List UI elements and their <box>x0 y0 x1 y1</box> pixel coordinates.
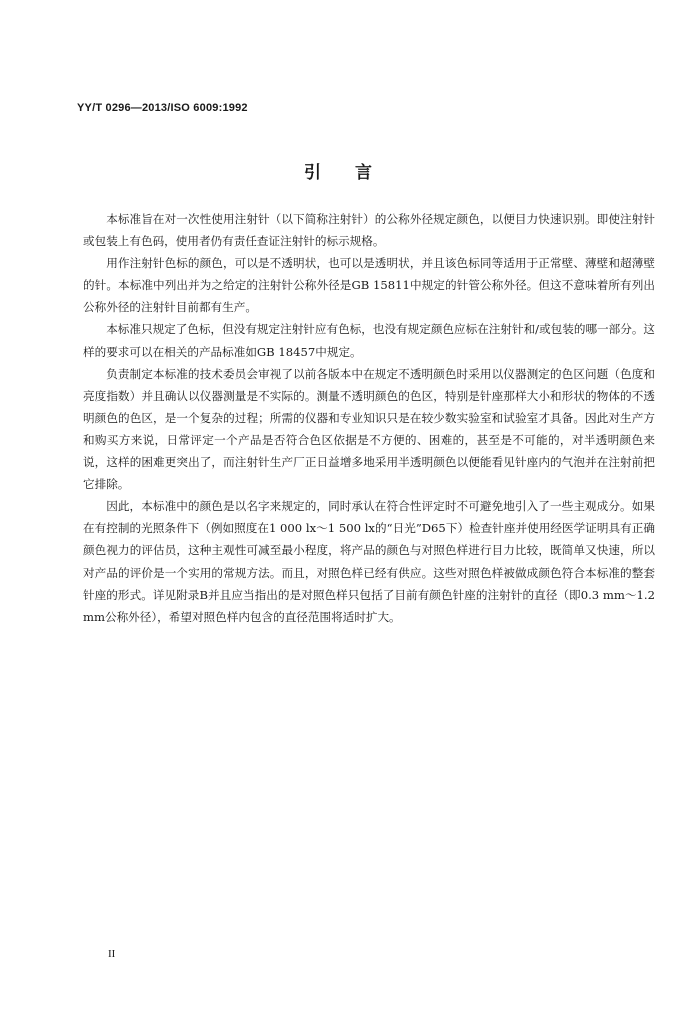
introduction-body <box>83 208 655 628</box>
paragraph: 负责制定本标准的技术委员会审视了以前各版本中在规定不透明颜色时采用以仪器测定的色区问题（色度和亮度指数）并且确认以仪器测量是不实际的。测量不透明颜色的色区，特别是针座那样大小和形状的物体的不透明颜色的色区，是一个复杂的过程；所需的仪器和专业知识只是在较少数实验室和试验室才具备。因此对生产方和购买方来说，日常评定一个产品是否符合色区依据是不方便的、困难的，甚至是不可能的，对半透明颜色来说，这样的困难更突出了，而注射针生产厂正日益增多地采用半透明颜色以便能看见针座内的气泡并在注射前把它排除。 <box>83 366 655 492</box>
page-number: II <box>108 948 116 960</box>
page-title: 引言 <box>304 163 406 183</box>
paragraph: 本标准只规定了色标，但没有规定注射针应有色标，也没有规定颜色应标在注射针和/或包装的哪一部分。这样的要求可以在相关的产品标准如GB 18457中规定。 <box>83 322 656 359</box>
paragraph: 用作注射针色标的颜色，可以是不透明状，也可以是透明状，并且该色标同等适用于正常壁、薄壁和超薄壁的针。本标准中列出并为之给定的注射针公称外径是GB 15811中规定的针管公称外径。但这不意味着所有列出公称外径的注射针目前都有生产。 <box>83 256 655 315</box>
standard-code: YY/T 0296—2013/ISO 6009:1992 <box>77 102 248 114</box>
paragraph: 因此，本标准中的颜色是以名字来规定的，同时承认在符合性评定时不可避免地引入了一些主观成分。如果在有控制的光照条件下（例如照度在1 000 lx～1 500 lx的“日光”D65下）检查针座并使用经医学证明具有正确颜色视力的评估员，这种主观性可减至最小程度，将产品的颜色与对照色样进行目力比较，既简单又快速，所以对产品的评价是一个实用的常规方法。而且，对照色样已经有供应。这些对照色样被做成颜色符合本标准的整套针座的形式。详见附录B并且应当指出的是对照色样只包括了目前有颜色针座的注射针的直径（即0.3 mm～1.2 mm公称外径），希望对照色样内包含的直径范围将适时扩大。 <box>83 499 655 624</box>
paragraph: 本标准旨在对一次性使用注射针（以下简称注射针）的公称外径规定颜色，以便目力快速识别。即使注射针或包装上有色码，使用者仍有责任查证注射针的标示规格。 <box>83 212 655 249</box>
